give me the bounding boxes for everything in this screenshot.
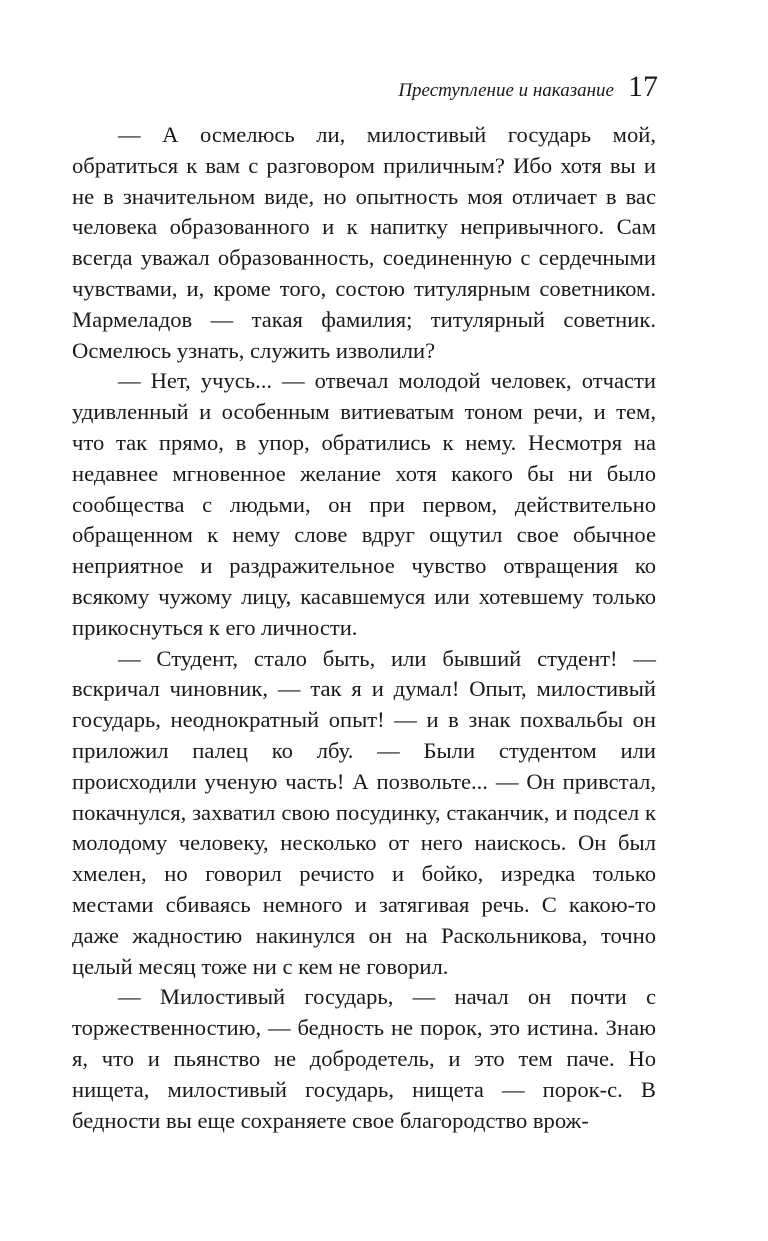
page-number: 17 <box>628 70 658 103</box>
paragraph: — Нет, учусь... — отвечал молодой человек, отчасти удивленный и особенным витиеватым тоном речи, и тем, что так прямо, в упор, обратились к нему. Несмотря на недавнее мгновенное желание хотя какого бы ни было сообщества с людьми, он при первом, действительно обращенном к нему слове вдруг ощутил свое обычное неприятное и раздражительное чувство отвращения ко всякому чужому лицу, касавшемуся или хотевшему только прикоснуться к его личности. <box>72 368 656 640</box>
body-text <box>72 120 656 1136</box>
running-title: Преступление и наказание <box>398 80 614 101</box>
paragraph: — Студент, стало быть, или бывший студент! — вскричал чиновник, — так я и думал! Опыт, милостивый государь, неоднократный опыт! — и в знак похвальбы он приложил палец ко лбу. — Были студентом или происходили ученую часть! А позвольте... — Он привстал, покачнулся, захватил свою посудинку, стаканчик, и подсел к молодому человеку, несколько от него наискось. Он был хмелен, но говорил речисто и бойко, изредка только местами сбиваясь немного и затягивая речь. С какою-то даже жадностию накинулся он на Раскольникова, точно целый месяц тоже ни с кем не говорил. <box>72 645 656 979</box>
paragraph: — Милостивый государь, — начал он почти с торжественностию, — бедность не порок, это истина. Знаю я, что и пьянство не добродетель, и это тем паче. Но нищета, милостивый государь, нищета — порок-с. В бедности вы еще сохраняете свое благородство врож- <box>72 984 656 1133</box>
running-header <box>398 72 658 102</box>
paragraph: — А осмелюсь ли, милостивый государь мой, обратиться к вам с разговором приличным? Ибо хотя вы и не в значительном виде, но опытность моя отличает в вас человека образованного и к напитку непривычного. Сам всегда уважал образованность, соединенную с сердечными чувствами, и, кроме того, состою титулярным советником. Мармеладов — такая фамилия; титулярный советник. Осмелюсь узнать, служить изволили? <box>72 122 656 363</box>
